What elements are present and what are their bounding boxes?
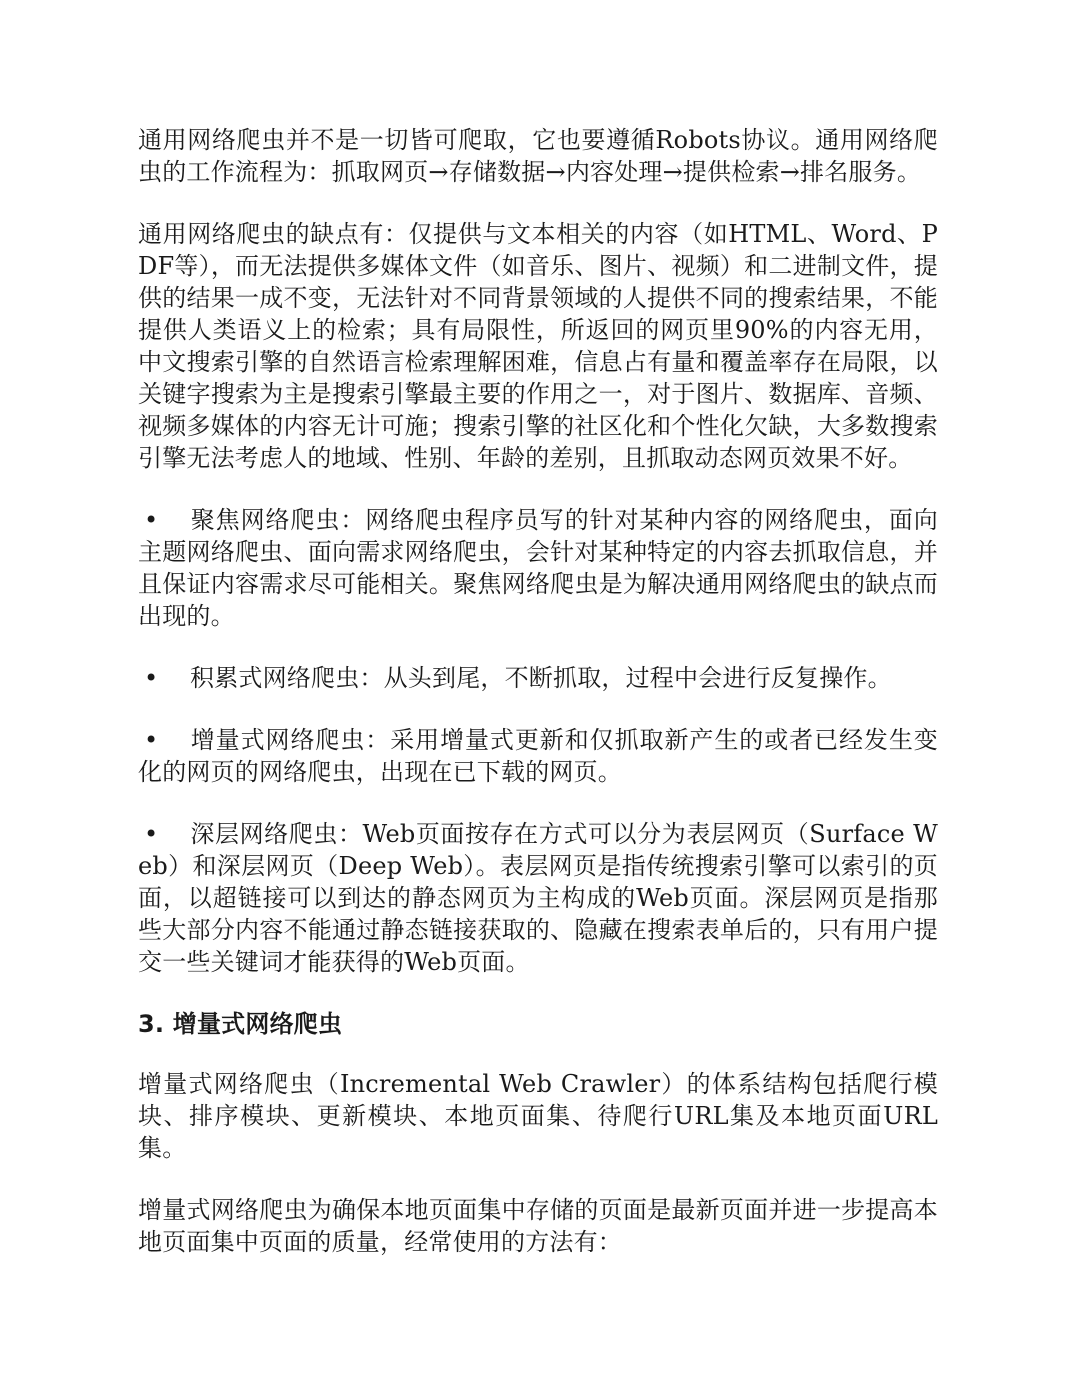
bullet-incremental-crawler — [138, 724, 938, 788]
bullet-text: 积累式网络爬虫：从头到尾，不断抓取，过程中会进行反复操作。 — [190, 664, 892, 692]
bullet-text: 深层网络爬虫：Web页面按存在方式可以分为表层网页（Surface Web）和深层网页（Deep Web）。表层网页是指传统搜索引擎可以索引的页面，以超链接可以到达的静态网页为主构成的Web页面。深层网页是指那些大部分内容不能通过静态链接获取的、隐藏在搜索表单后的，只有用户提交一些关键词才能获得的Web页面。 — [138, 820, 938, 976]
bullet-marker: • — [144, 726, 159, 754]
bullet-text: 聚焦网络爬虫：网络爬虫程序员写的针对某种内容的网络爬虫，面向主题网络爬虫、面向需求网络爬虫，会针对某种特定的内容去抓取信息，并且保证内容需求尽可能相关。聚焦网络爬虫是为解决通用网络爬虫的缺点而出现的。 — [138, 506, 938, 630]
bullet-text: 增量式网络爬虫：采用增量式更新和仅抓取新产生的或者已经发生变化的网页的网络爬虫，出现在已下载的网页。 — [138, 726, 938, 786]
bullet-focused-crawler — [138, 504, 938, 632]
paragraph-incremental-methods: 增量式网络爬虫为确保本地页面集中存储的页面是最新页面并进一步提高本地页面集中页面的质量，经常使用的方法有： — [138, 1196, 938, 1256]
bullet-marker: • — [144, 506, 159, 534]
paragraph-general-crawler-drawbacks: 通用网络爬虫的缺点有：仅提供与文本相关的内容（如HTML、Word、PDF等），而无法提供多媒体文件（如音乐、图片、视频）和二进制文件，提供的结果一成不变，无法针对不同背景领域的人提供不同的搜索结果，不能提供人类语义上的检索；具有局限性，所返回的网页里90%的内容无用，中文搜索引擎的自然语言检索理解困难，信息占有量和覆盖率存在局限，以关键字搜索为主是搜索引擎最主要的作用之一，对于图片、数据库、音频、视频多媒体的内容无计可施；搜索引擎的社区化和个性化欠缺，大多数搜索引擎无法考虑人的地域、性别、年龄的差别，且抓取动态网页效果不好。 — [138, 220, 938, 472]
bullet-marker: • — [144, 664, 159, 692]
section-heading: 3. 增量式网络爬虫 — [138, 1010, 343, 1038]
bullet-marker: • — [144, 820, 159, 848]
paragraph-general-crawler-workflow: 通用网络爬虫并不是一切皆可爬取，它也要遵循Robots协议。通用网络爬虫的工作流程为：抓取网页→存储数据→内容处理→提供检索→排名服务。 — [138, 126, 938, 186]
document-page — [138, 124, 938, 1288]
bullet-cumulative-crawler — [138, 662, 938, 694]
bullet-deep-web-crawler — [138, 818, 938, 978]
paragraph-incremental-architecture: 增量式网络爬虫（Incremental Web Crawler）的体系结构包括爬行模块、排序模块、更新模块、本地页面集、待爬行URL集及本地页面URL集。 — [138, 1070, 938, 1162]
